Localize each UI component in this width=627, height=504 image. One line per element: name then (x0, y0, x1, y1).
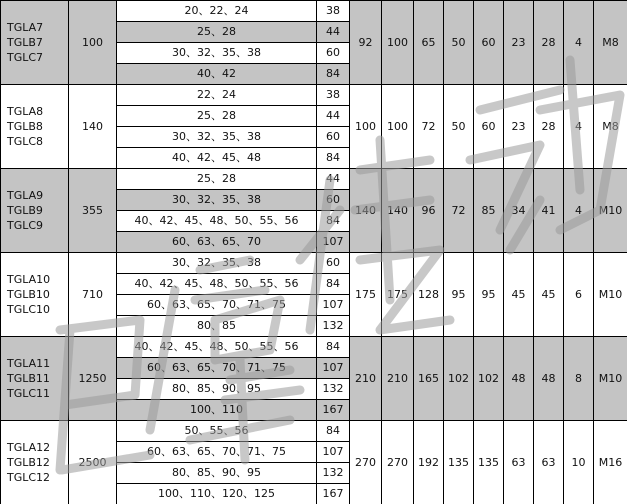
model-cell (1, 85, 69, 169)
dimension-cell: 48 (504, 337, 534, 421)
bore-cell: 40、42 (117, 64, 317, 85)
dimension-cell: 100 (382, 85, 414, 169)
table-body (1, 1, 627, 504)
dimension-cell: 4 (564, 1, 594, 85)
length-cell: 84 (317, 148, 350, 169)
model-name: TGLB11 (7, 372, 50, 385)
bore-cell: 80、85、90、95 (117, 463, 317, 484)
model-cell (1, 169, 69, 253)
length-cell: 84 (317, 337, 350, 358)
length-cell: 107 (317, 232, 350, 253)
model-cell (1, 337, 69, 421)
dimension-cell: 100 (350, 85, 382, 169)
dimension-cell: 92 (350, 1, 382, 85)
dimension-cell: 4 (564, 169, 594, 253)
length-cell: 44 (317, 106, 350, 127)
bore-cell: 60、63、65、70、71、75 (117, 358, 317, 379)
bore-cell: 60、63、65、70、71、75 (117, 295, 317, 316)
dimension-cell: 45 (504, 253, 534, 337)
dimension-cell: M10 (594, 337, 627, 421)
dimension-cell: 72 (444, 169, 474, 253)
length-cell: 84 (317, 64, 350, 85)
model-name: TGLB9 (7, 204, 43, 217)
table-row (1, 421, 627, 442)
model-name: TGLC7 (7, 51, 44, 64)
dimension-cell: 34 (504, 169, 534, 253)
model-name: TGLA7 (7, 21, 44, 34)
dimension-cell: 175 (382, 253, 414, 337)
model-name: TGLA12 (7, 441, 51, 454)
dimension-cell: 96 (414, 169, 444, 253)
dimension-cell: 60 (474, 85, 504, 169)
torque-cell: 710 (69, 253, 117, 337)
model-name: TGLB10 (7, 288, 50, 301)
model-name: TGLC10 (7, 303, 51, 316)
dimension-cell: 28 (534, 85, 564, 169)
length-cell: 38 (317, 1, 350, 22)
dimension-cell: 95 (474, 253, 504, 337)
bore-cell: 20、22、24 (117, 1, 317, 22)
dimension-cell: 4 (564, 85, 594, 169)
model-name: TGLC11 (7, 387, 51, 400)
dimension-cell: 23 (504, 85, 534, 169)
dimension-cell: 50 (444, 1, 474, 85)
bore-cell: 40、42、45、48、50、55、56 (117, 211, 317, 232)
bore-cell: 25、28 (117, 169, 317, 190)
dimension-cell: 85 (474, 169, 504, 253)
dimension-cell: 63 (504, 421, 534, 504)
bore-cell: 80、85、90、95 (117, 379, 317, 400)
length-cell: 107 (317, 295, 350, 316)
dimension-cell: 65 (414, 1, 444, 85)
bore-cell: 60、63、65、70、71、75 (117, 442, 317, 463)
dimension-cell: 48 (534, 337, 564, 421)
dimension-cell: M8 (594, 85, 627, 169)
dimension-cell: 41 (534, 169, 564, 253)
table-row (1, 337, 627, 358)
bore-cell: 25、28 (117, 106, 317, 127)
model-name: TGLA8 (7, 105, 44, 118)
length-cell: 60 (317, 43, 350, 64)
model-name: TGLA11 (7, 357, 51, 370)
dimension-cell: 45 (534, 253, 564, 337)
dimension-cell: 192 (414, 421, 444, 504)
table-row (1, 169, 627, 190)
dimension-cell: 165 (414, 337, 444, 421)
dimension-cell: 270 (382, 421, 414, 504)
bore-cell: 100、110、120、125 (117, 484, 317, 504)
table-row (1, 85, 627, 106)
bore-cell: 100、110 (117, 400, 317, 421)
bore-cell: 80、85 (117, 316, 317, 337)
dimension-cell: M8 (594, 1, 627, 85)
bore-cell: 60、63、65、70 (117, 232, 317, 253)
model-cell (1, 1, 69, 85)
bore-cell: 30、32、35、38 (117, 127, 317, 148)
bore-cell: 40、42、45、48、50、55、56 (117, 274, 317, 295)
dimension-cell: 23 (504, 1, 534, 85)
dimension-cell: 60 (474, 1, 504, 85)
torque-cell: 1250 (69, 337, 117, 421)
dimension-cell: 210 (382, 337, 414, 421)
length-cell: 84 (317, 274, 350, 295)
bore-cell: 22、24 (117, 85, 317, 106)
torque-cell: 2500 (69, 421, 117, 504)
model-name: TGLB12 (7, 456, 50, 469)
length-cell: 107 (317, 358, 350, 379)
dimension-cell: 6 (564, 253, 594, 337)
bore-cell: 30、32、35、38 (117, 190, 317, 211)
dimension-cell: 8 (564, 337, 594, 421)
length-cell: 38 (317, 85, 350, 106)
bore-cell: 40、42、45、48 (117, 148, 317, 169)
length-cell: 84 (317, 211, 350, 232)
dimension-cell: 140 (350, 169, 382, 253)
table-row (1, 253, 627, 274)
torque-cell: 100 (69, 1, 117, 85)
dimension-cell: M16 (594, 421, 627, 504)
dimension-cell: 63 (534, 421, 564, 504)
table-row (1, 1, 627, 22)
length-cell: 44 (317, 22, 350, 43)
bore-cell: 25、28 (117, 22, 317, 43)
dimension-cell: 102 (444, 337, 474, 421)
dimension-cell: 210 (350, 337, 382, 421)
model-name: TGLC12 (7, 471, 51, 484)
length-cell: 44 (317, 169, 350, 190)
model-cell (1, 421, 69, 504)
dimension-cell: 28 (534, 1, 564, 85)
bore-cell: 50、55、56 (117, 421, 317, 442)
dimension-cell: 128 (414, 253, 444, 337)
dimension-cell: 135 (474, 421, 504, 504)
dimension-cell: 270 (350, 421, 382, 504)
length-cell: 84 (317, 421, 350, 442)
length-cell: 132 (317, 463, 350, 484)
dimension-cell: 10 (564, 421, 594, 504)
model-name: TGLB8 (7, 120, 43, 133)
length-cell: 60 (317, 127, 350, 148)
dimension-cell: 95 (444, 253, 474, 337)
model-name: TGLA10 (7, 273, 51, 286)
dimension-cell: M10 (594, 169, 627, 253)
dimension-cell: 100 (382, 1, 414, 85)
length-cell: 132 (317, 379, 350, 400)
length-cell: 60 (317, 253, 350, 274)
length-cell: 132 (317, 316, 350, 337)
dimension-cell: M10 (594, 253, 627, 337)
model-name: TGLC9 (7, 219, 44, 232)
dimension-cell: 50 (444, 85, 474, 169)
dimension-cell: 140 (382, 169, 414, 253)
torque-cell: 355 (69, 169, 117, 253)
model-cell (1, 253, 69, 337)
dimension-cell: 175 (350, 253, 382, 337)
length-cell: 167 (317, 484, 350, 504)
dimension-cell: 102 (474, 337, 504, 421)
bore-cell: 40、42、45、48、50、55、56 (117, 337, 317, 358)
bore-cell: 30、32、35、38 (117, 253, 317, 274)
dimension-cell: 72 (414, 85, 444, 169)
length-cell: 60 (317, 190, 350, 211)
length-cell: 107 (317, 442, 350, 463)
length-cell: 167 (317, 400, 350, 421)
dimension-cell: 135 (444, 421, 474, 504)
model-name: TGLA9 (7, 189, 44, 202)
bore-cell: 30、32、35、38 (117, 43, 317, 64)
torque-cell: 140 (69, 85, 117, 169)
model-name: TGLC8 (7, 135, 44, 148)
model-name: TGLB7 (7, 36, 43, 49)
